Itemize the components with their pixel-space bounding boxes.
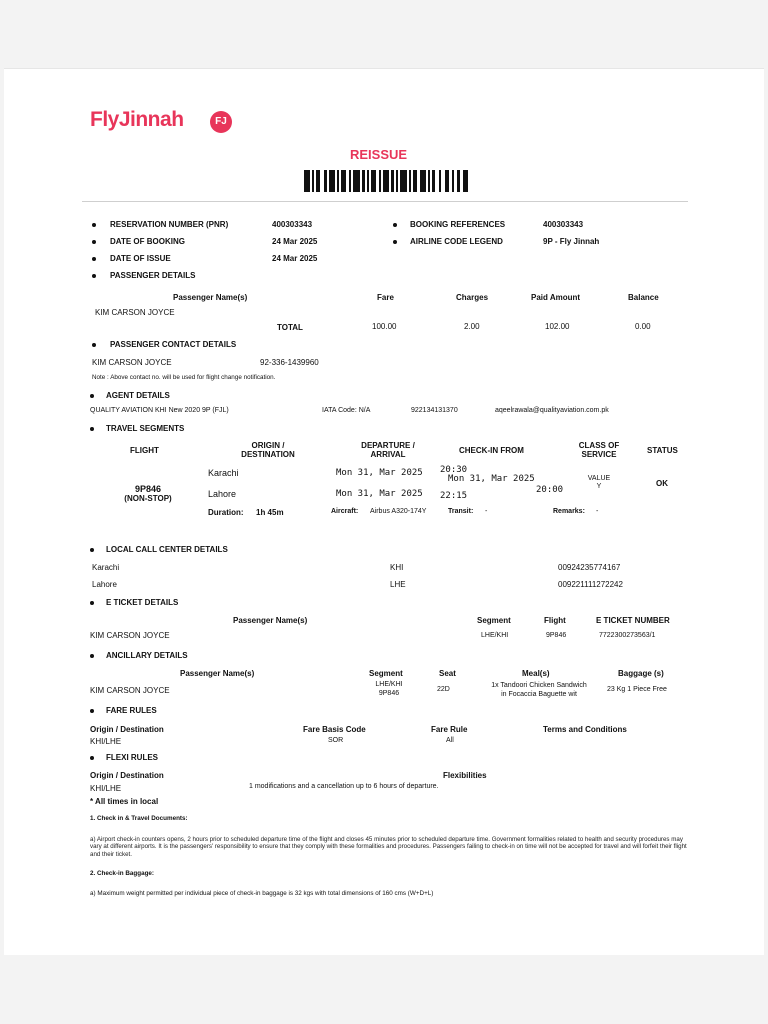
agent-iata: IATA Code: N/A [322,407,371,414]
times-note: * All times in local [90,797,159,806]
col-eticket-number: E TICKET NUMBER [596,616,670,625]
checkin-date: Mon 31, Mar 2025 [448,474,535,484]
bullet [90,394,94,398]
col-passenger-name: Passenger Name(s) [173,293,248,302]
flexi-title: FLEXI RULES [106,753,159,762]
call-center-city: Karachi [92,563,120,572]
call-center-phone: 009221111272242 [558,580,623,589]
checkin-notes-text: a) Airport check-in counters opens, 2 hours prior to scheduled departure time of the flight and closes 45 minutes prior to scheduled departure time. Government formalities related to health and security procedures may vary at different airports. It is the passengers' responsibility to ensure that they comply with these formalities and procedures. Passengers failing to check-in on time will not be accepted for travel and will forfeit their flight and their ticket. [90,836,687,858]
col-anc-baggage: Baggage (s) [618,669,664,678]
bullet [90,709,94,713]
col-anc-seat: Seat [439,669,456,678]
eticket-number: 7722300273563/1 [599,632,656,639]
contact-phone: 92-336-1439960 [260,358,319,367]
col-paid-amount: Paid Amount [531,293,581,302]
baggage-notes-text: a) Maximum weight permitted per individual piece of check-in baggage is 32 kgs with total dimensions of 160 cms (W+D+L) [90,890,434,897]
col-flight: FLIGHT [130,446,159,455]
bullet [90,756,94,760]
duration-label: Duration: [208,508,244,517]
contact-name: KIM CARSON JOYCE [92,358,172,367]
col-charges: Charges [456,293,489,302]
flight-number: 9P846 [134,484,162,494]
bullet [393,240,397,244]
col-class-2: SERVICE [581,450,617,459]
checkin-time: 20:00 [536,485,564,495]
bullet [92,223,96,227]
departure-date: Mon 31, Mar 2025 [336,468,423,478]
col-anc-segment: Segment [369,669,403,678]
booking-ref-label: BOOKING REFERENCES [410,220,506,229]
fr-route: KHI/LHE [90,737,122,746]
anc-meal-line-2: in Focaccia Baguette wit [501,691,577,698]
eticket-flight: 9P846 [546,632,567,639]
baggage-notes-title: 2. Check-in Baggage: [90,870,155,877]
pnr-label: RESERVATION NUMBER (PNR) [110,220,229,229]
arrival-date: Mon 31, Mar 2025 [336,489,423,499]
paid-value: 102.00 [545,322,570,331]
anc-passenger: KIM CARSON JOYCE [90,686,170,695]
eticket-title: E TICKET DETAILS [106,598,179,607]
duration-value: 1h 45m [256,508,284,517]
flexi-route: KHI/LHE [90,784,122,793]
airline-code-value: 9P - Fly Jinnah [543,237,600,246]
charges-value: 2.00 [464,322,480,331]
agent-title: AGENT DETAILS [106,391,170,400]
call-center-phone: 00924235774167 [558,563,621,572]
contact-note: Note : Above contact no. will be used for flight change notification. [92,374,276,381]
destination-city: Lahore [208,489,237,499]
call-center-city: Lahore [92,580,117,589]
class-value-1: VALUE [587,475,611,482]
col-destination: DESTINATION [241,450,295,459]
col-flexi-flexibilities: Flexibilities [443,771,487,780]
fare-rules-title: FARE RULES [106,706,157,715]
call-center-code: LHE [390,580,406,589]
col-fr-basis: Fare Basis Code [303,725,366,734]
transit-value: - [485,508,488,515]
booking-date-label: DATE OF BOOKING [110,237,185,246]
fr-basis: SOR [328,737,344,744]
transit-label: Transit: [448,508,474,515]
flexi-text: 1 modifications and a cancellation up to 6 hours of departure. [249,783,439,790]
anc-flight: 9P846 [378,690,400,697]
agent-phone: 922134131370 [411,407,458,414]
departure-time: 20:30 [440,465,468,475]
call-center-title: LOCAL CALL CENTER DETAILS [106,545,228,554]
agent-name: QUALITY AVIATION KHI New 2020 9P (FJL) [90,407,229,414]
bullet [92,257,96,261]
col-origin: ORIGIN / [251,441,285,450]
col-fr-terms: Terms and Conditions [543,725,627,734]
remarks-value: - [596,508,599,515]
col-anc-meals: Meal(s) [522,669,550,678]
issue-date-value: 24 Mar 2025 [272,254,318,263]
header-divider [82,201,688,202]
class-value-2: Y [596,483,602,490]
col-fr-route: Origin / Destination [90,725,164,734]
aircraft-value: Airbus A320-174Y [370,508,427,515]
col-anc-passenger: Passenger Name(s) [180,669,255,678]
anc-segment: LHE/KHI [375,681,403,688]
col-eticket-passenger: Passenger Name(s) [233,616,308,625]
booking-date-value: 24 Mar 2025 [272,237,318,246]
eticket-segment: LHE/KHI [481,632,509,639]
col-departure: DEPARTURE / [361,441,415,450]
barcode-icon [304,170,468,192]
arrival-time: 22:15 [440,491,468,501]
col-fr-rule: Fare Rule [431,725,468,734]
anc-seat: 22D [437,686,450,693]
agent-email: aqeelrawala@qualityaviation.com.pk [495,407,609,414]
reissue-title: REISSUE [350,147,408,162]
col-checkin: CHECK-IN FROM [459,446,524,455]
origin-city: Karachi [208,468,239,478]
bullet [90,427,94,431]
col-balance: Balance [628,293,659,302]
travel-title: TRAVEL SEGMENTS [106,424,185,433]
bullet [92,274,96,278]
col-class-1: CLASS OF [578,441,620,450]
bullet [90,654,94,658]
balance-value: 0.00 [635,322,651,331]
bullet [90,601,94,605]
passenger-name: KIM CARSON JOYCE [95,308,175,317]
checkin-notes-title: 1. Check in & Travel Documents: [90,815,188,822]
airline-code-label: AIRLINE CODE LEGEND [410,237,503,246]
anc-baggage: 23 Kg 1 Piece Free [607,686,667,693]
col-fare: Fare [377,293,394,302]
col-arrival: ARRIVAL [370,450,406,459]
bullet [90,548,94,552]
brand-logo-text: FlyJinnah [90,108,184,131]
contact-title: PASSENGER CONTACT DETAILS [110,340,237,349]
flight-stops: (NON-STOP) [124,494,172,503]
col-status: STATUS [647,446,678,455]
bullet [92,343,96,347]
eticket-passenger: KIM CARSON JOYCE [90,631,170,640]
booking-ref-value: 400303343 [543,220,584,229]
passenger-details-label: PASSENGER DETAILS [110,271,196,280]
col-flexi-route: Origin / Destination [90,771,164,780]
total-label: TOTAL [277,323,303,332]
status-value: OK [656,479,668,488]
col-eticket-segment: Segment [477,616,511,625]
pnr-value: 400303343 [272,220,313,229]
flyjinnah-logo-icon: FJ [210,111,232,133]
fare-value: 100.00 [372,322,397,331]
call-center-code: KHI [390,563,404,572]
col-eticket-flight: Flight [544,616,566,625]
bullet [92,240,96,244]
ancillary-title: ANCILLARY DETAILS [106,651,188,660]
fr-rule: All [446,737,454,744]
bullet [393,223,397,227]
aircraft-label: Aircraft: [331,508,359,515]
remarks-label: Remarks: [553,508,585,515]
anc-meal-line-1: 1x Tandoori Chicken Sandwich [491,682,587,689]
issue-date-label: DATE OF ISSUE [110,254,171,263]
